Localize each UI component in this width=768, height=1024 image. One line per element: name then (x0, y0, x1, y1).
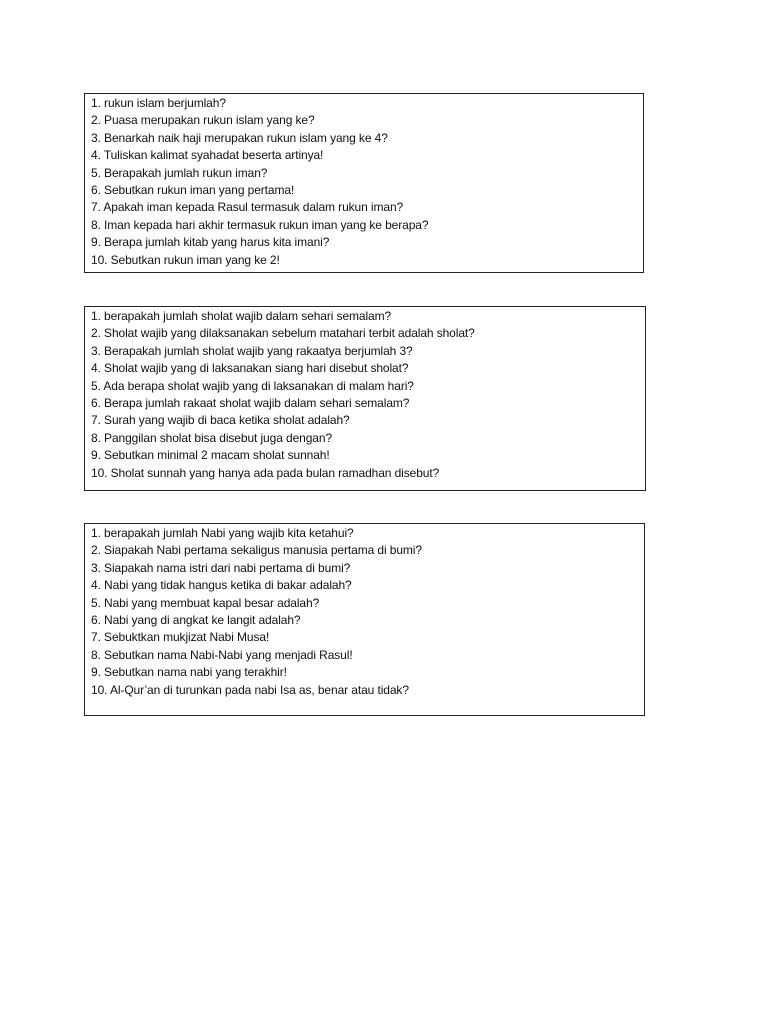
question-item: 8. Sebutkan nama Nabi-Nabi yang menjadi Rasul! (91, 647, 353, 662)
question-item: 3. Siapakah nama istri dari nabi pertama di bumi? (91, 560, 351, 575)
question-item: 7. Sebuktkan mukjizat Nabi Musa! (91, 630, 270, 645)
question-item: 6. Berapa jumlah rakaat sholat wajib dalam sehari semalam? (91, 396, 410, 411)
question-item: 1. rukun islam berjumlah? (91, 96, 226, 110)
question-item: 9. Sebutkan minimal 2 macam sholat sunnah! (91, 448, 330, 463)
question-item: 4. Sholat wajib yang di laksanakan siang hari disebut sholat? (91, 361, 409, 376)
question-item: 9. Berapa jumlah kitab yang harus kita imani? (91, 235, 330, 250)
question-item: 4. Nabi yang tidak hangus ketika di bakar adalah? (91, 578, 352, 593)
question-item: 10. Sebutkan rukun iman yang ke 2! (91, 252, 280, 267)
question-item: 2. Puasa merupakan rukun islam yang ke? (91, 113, 315, 128)
question-item: 1. berapakah jumlah Nabi yang wajib kita ketahui? (91, 526, 354, 540)
question-item: 3. Benarkah naik haji merupakan rukun islam yang ke 4? (91, 130, 388, 145)
question-item: 10. Sholat sunnah yang hanya ada pada bulan ramadhan disebut? (91, 465, 440, 480)
question-list (91, 95, 637, 269)
question-item: 6. Nabi yang di angkat ke langit adalah? (91, 613, 301, 628)
question-item: 5. Ada berapa sholat wajib yang di laksanakan di malam hari? (91, 378, 414, 393)
question-item: 9. Sebutkan nama nabi yang terakhir! (91, 665, 287, 680)
question-item: 3. Berapakah jumlah sholat wajib yang rakaatya berjumlah 3? (91, 343, 413, 358)
question-item: 10. Al-Qur’an di turunkan pada nabi Isa as, benar atau tidak? (91, 682, 409, 697)
question-box-nabi (84, 523, 645, 716)
question-item: 7. Surah yang wajib di baca ketika sholat adalah? (91, 413, 350, 428)
question-item: 5. Berapakah jumlah rukun iman? (91, 165, 268, 180)
question-item: 6. Sebutkan rukun iman yang pertama! (91, 183, 295, 198)
question-item: 5. Nabi yang membuat kapal besar adalah? (91, 595, 320, 610)
question-item: 1. berapakah jumlah sholat wajib dalam sehari semalam? (91, 309, 392, 323)
question-box-sholat (84, 306, 646, 491)
question-item: 8. Panggilan sholat bisa disebut juga dengan? (91, 430, 333, 445)
question-item: 2. Sholat wajib yang dilaksanakan sebelum matahari terbit adalah sholat? (91, 326, 475, 341)
question-box-rukun (84, 93, 644, 273)
question-item: 8. Iman kepada hari akhir termasuk rukun iman yang ke berapa? (91, 217, 429, 232)
question-item: 7. Apakah iman kepada Rasul termasuk dalam rukun iman? (91, 200, 404, 215)
question-list (91, 308, 639, 482)
question-item: 4. Tuliskan kalimat syahadat beserta artinya! (91, 148, 324, 163)
question-item: 2. Siapakah Nabi pertama sekaligus manusia pertama di bumi? (91, 543, 422, 558)
question-list (91, 525, 638, 699)
